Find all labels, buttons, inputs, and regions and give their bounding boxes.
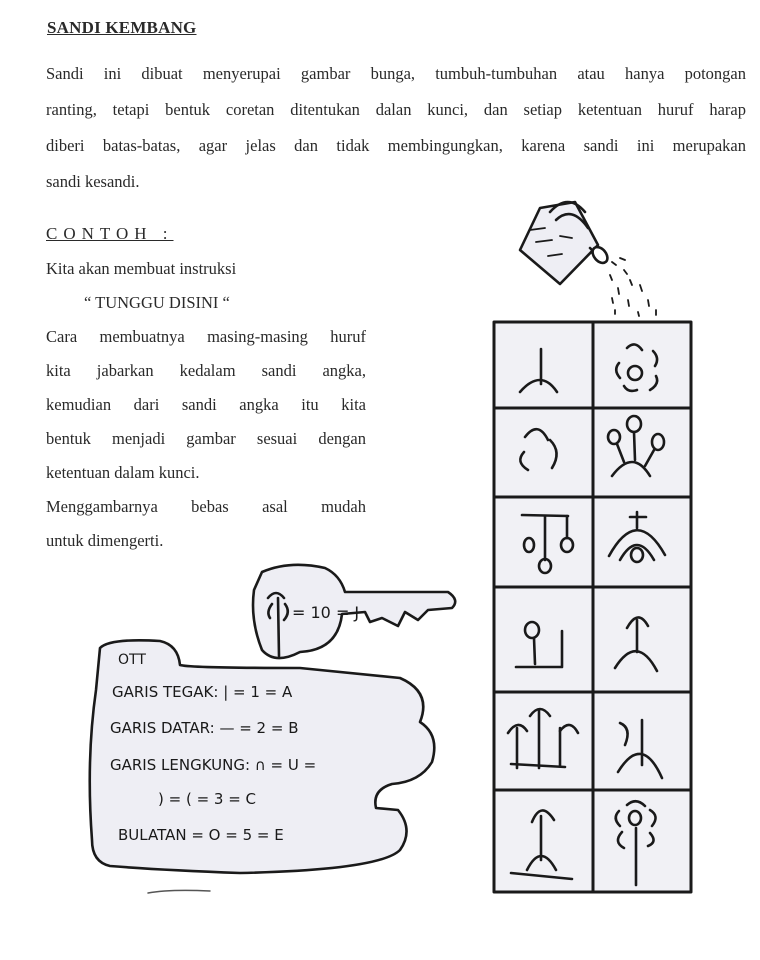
example-line: kita jabarkan kedalam sandi angka,: [46, 361, 366, 380]
intro-line: ranting, tetapi bentuk coretan ditentukan dalan kunci, dan setiap ketentuan huruf harap: [46, 100, 746, 119]
example-line: ketentuan dalam kunci.: [46, 463, 200, 482]
example-line: bentuk menjadi gambar sesuai dengan: [46, 429, 366, 448]
example-line: Kita akan membuat instruksi: [46, 259, 237, 278]
cipher-grid: [494, 322, 691, 892]
example-line: kemudian dari sandi angka itu kita: [46, 395, 366, 414]
legend-line: GARIS LENGKUNG: ∩ = U =: [110, 756, 317, 774]
pen-stroke-mark: [148, 890, 210, 893]
example-line: Cara membuatnya masing-masing huruf: [46, 327, 366, 346]
intro-line: sandi kesandi.: [46, 172, 140, 191]
legend-line: GARIS TEGAK: | = 1 = A: [112, 683, 293, 701]
legend-title: OTT: [118, 652, 146, 668]
example-quote: “ TUNGGU DISINI “: [84, 293, 230, 312]
legend-line: GARIS DATAR: — = 2 = B: [110, 719, 299, 737]
example-line: Menggambarnya bebas asal mudah: [46, 497, 366, 516]
example-line: untuk dimengerti.: [46, 531, 164, 550]
legend-line: ) = ( = 3 = C: [158, 790, 257, 808]
watering-can-icon: [520, 202, 656, 316]
example-heading: CONTOH :: [46, 224, 174, 243]
intro-line: Sandi ini dibuat menyerupai gambar bunga, tumbuh-tumbuhan atau hanya potongan: [46, 64, 746, 83]
legend-line: BULATAN = O = 5 = E: [118, 826, 284, 844]
key-text: = 10 = J: [292, 603, 360, 622]
document-title: SANDI KEMBANG: [47, 18, 197, 37]
intro-line: diberi batas-batas, agar jelas dan tidak membingungkan, karena sandi ini merupakan: [46, 136, 746, 155]
